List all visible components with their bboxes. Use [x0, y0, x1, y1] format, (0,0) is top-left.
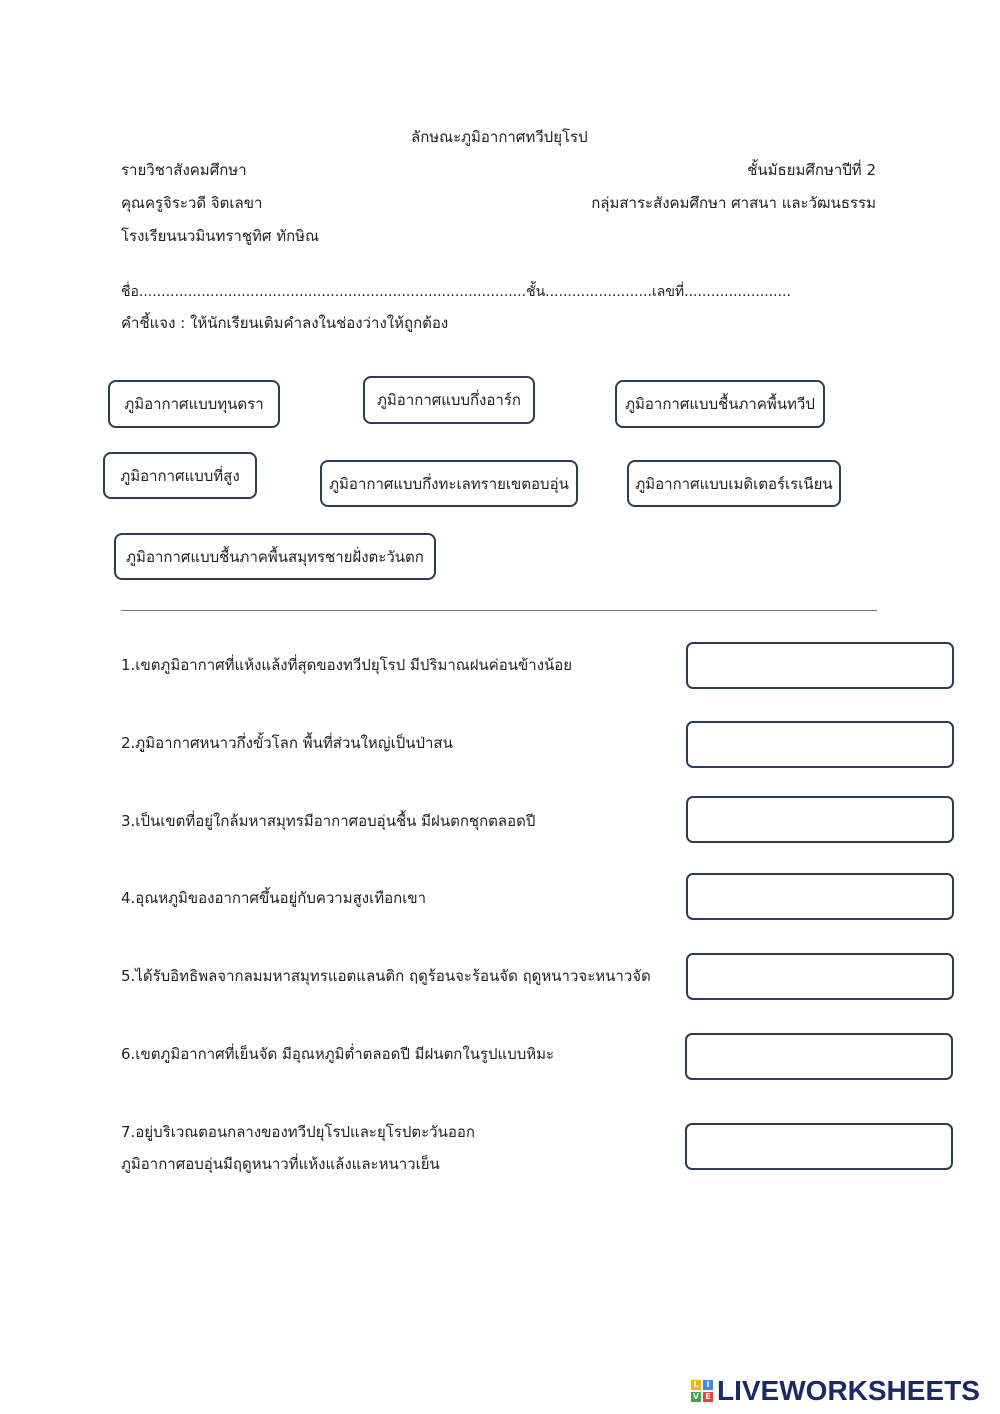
question-6: 6.เขตภูมิอากาศที่เย็นจัด มีอุณหภูมิต่ำตลอดปี มีฝนตกในรูปแบบหิมะ	[121, 1045, 555, 1063]
question-1: 1.เขตภูมิอากาศที่แห้งแล้งที่สุดของทวีปยุโรป มีปริมาณฝนค่อนข้างน้อย	[121, 656, 573, 674]
answer-box-4[interactable]	[686, 873, 954, 920]
grade-label: ชั้นมัธยมศึกษาปีที่ 2	[747, 161, 876, 179]
word-bank-marine-west-coast[interactable]: ภูมิอากาศแบบชื้นภาคพื้นสมุทรชายฝั่งตะวันตก	[114, 533, 436, 580]
word-bank-tundra[interactable]: ภูมิอากาศแบบทุนดรา	[108, 380, 280, 428]
answer-box-2[interactable]	[686, 721, 954, 768]
liveworksheets-logo	[691, 1374, 980, 1408]
student-info-line: ชื่อ.......................................................................................ชั้น........................เลขที่........................	[121, 284, 791, 300]
liveworksheets-logo-text: LIVEWORKSHEETS	[717, 1375, 980, 1406]
question-7-line-1: 7.อยู่บริเวณตอนกลางของทวีปยุโรปและยุโรปตะวันออก	[121, 1123, 475, 1141]
section-divider	[121, 610, 877, 611]
instruction-text: คำชี้แจง : ให้นักเรียนเติมคำลงในช่องว่างให้ถูกต้อง	[121, 314, 449, 332]
teacher-label: คุณครูจิระวดี จิตเลขา	[121, 194, 263, 212]
word-bank-humid-continental[interactable]: ภูมิอากาศแบบชื้นภาคพื้นทวีป	[615, 380, 825, 428]
subject-label: รายวิชาสังคมศึกษา	[121, 161, 247, 179]
question-7-line-2: ภูมิอากาศอบอุ่นมีฤดูหนาวที่แห้งแล้งและหนาวเย็น	[121, 1155, 440, 1173]
word-bank-mediterranean[interactable]: ภูมิอากาศแบบเมดิเตอร์เรเนียน	[627, 460, 841, 507]
word-bank-highland[interactable]: ภูมิอากาศแบบที่สูง	[103, 452, 257, 499]
logo-icon-tile: I	[703, 1380, 713, 1390]
answer-box-5[interactable]	[686, 953, 954, 1000]
page-title: ลักษณะภูมิอากาศทวีปยุโรป	[411, 128, 588, 146]
department-label: กลุ่มสาระสังคมศึกษา ศาสนา และวัฒนธรรม	[591, 194, 876, 212]
question-4: 4.อุณหภูมิของอากาศขึ้นอยู่กับความสูงเทือกเขา	[121, 889, 427, 907]
question-3: 3.เป็นเขตที่อยู่ใกล้มหาสมุทรมีอากาศอบอุ่นชื้น มีฝนตกชุกตลอดปี	[121, 812, 536, 830]
answer-box-7[interactable]	[685, 1123, 953, 1170]
word-bank-semi-desert[interactable]: ภูมิอากาศแบบกึ่งทะเลทรายเขตอบอุ่น	[320, 460, 578, 507]
logo-icon-tile: V	[692, 1392, 700, 1401]
word-bank-subarctic[interactable]: ภูมิอากาศแบบกึ่งอาร์ก	[363, 376, 535, 424]
answer-box-1[interactable]	[686, 642, 954, 689]
question-5: 5.ได้รับอิทธิพลจากลมมหาสมุทรแอตแลนติก ฤดูร้อนจะร้อนจัด ฤดูหนาวจะหนาวจัด	[121, 967, 651, 985]
question-2: 2.ภูมิอากาศหนาวกึ่งขั้วโลก พื้นที่ส่วนใหญ่เป็นป่าสน	[121, 734, 453, 752]
answer-box-3[interactable]	[686, 796, 954, 843]
liveworksheets-logo-icon	[691, 1380, 713, 1402]
answer-box-6[interactable]	[685, 1033, 953, 1080]
logo-icon-tile: L	[691, 1380, 701, 1390]
school-label: โรงเรียนนวมินทราชูทิศ ทักษิณ	[121, 227, 319, 245]
logo-icon-tile: E	[703, 1392, 713, 1402]
